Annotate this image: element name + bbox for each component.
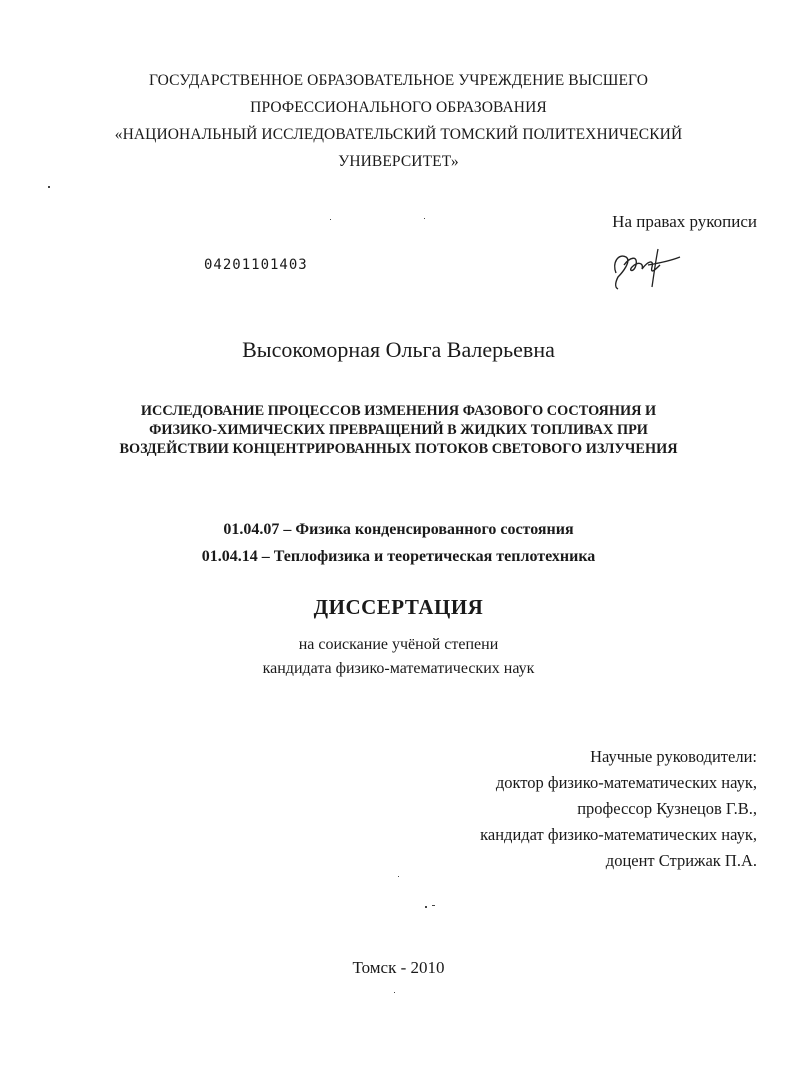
degree-line-1: на соискание учёной степени — [298, 636, 499, 653]
supervisors-heading: Научные руководители: — [590, 747, 757, 766]
dissertation-title — [0, 402, 797, 459]
author-name: Высокоморная Ольга Валерьевна — [242, 337, 555, 362]
specialty-2: 01.04.14 – Теплофизика и теоретическая теплотехника — [201, 548, 596, 565]
title-line-1: ИССЛЕДОВАНИЕ ПРОЦЕССОВ ИЗМЕНЕНИЯ ФАЗОВОГО СОСТОЯНИЯ И — [140, 403, 657, 419]
scan-speck — [424, 218, 425, 219]
scan-speck — [330, 219, 331, 220]
title-line-3: ВОЗДЕЙСТВИИ КОНЦЕНТРИРОВАННЫХ ПОТОКОВ СВЕТОВОГО ИЗЛУЧЕНИЯ — [119, 441, 678, 457]
supervisor-line-3: кандидат физико-математических наук, — [480, 825, 757, 844]
institution-line-2: ПРОФЕССИОНАЛЬНОГО ОБРАЗОВАНИЯ — [250, 99, 547, 116]
supervisor-line-2: профессор Кузнецов Г.В., — [577, 799, 757, 818]
scan-speck — [425, 906, 427, 908]
degree — [0, 633, 797, 681]
place-year: Томск - 2010 — [352, 958, 445, 977]
manuscript-note: На правах рукописи — [612, 212, 757, 231]
specialty-1: 01.04.07 – Физика конденсированного состояния — [223, 521, 574, 538]
registration-code: 04201101403 — [204, 257, 308, 273]
title-line-2: ФИЗИКО-ХИМИЧЕСКИХ ПРЕВРАЩЕНИЙ В ЖИДКИХ ТОПЛИВАХ ПРИ — [149, 422, 648, 438]
supervisor-line-4: доцент Стрижак П.А. — [605, 851, 757, 870]
degree-line-2: кандидата физико-математических наук — [262, 660, 535, 677]
document-type: ДИССЕРТАЦИЯ — [313, 595, 484, 619]
signature-mark — [608, 243, 688, 293]
institution-line-4: УНИВЕРСИТЕТ» — [338, 153, 459, 170]
institution-line-3: «НАЦИОНАЛЬНЫЙ ИССЛЕДОВАТЕЛЬСКИЙ ТОМСКИЙ ПОЛИТЕХНИЧЕСКИЙ — [114, 126, 683, 143]
scan-speck — [394, 992, 395, 993]
supervisors-block — [480, 744, 757, 874]
scan-speck — [432, 905, 435, 906]
specialties — [0, 516, 797, 570]
supervisor-line-1: доктор физико-математических наук, — [495, 773, 757, 792]
institution-line-1: ГОСУДАРСТВЕННОЕ ОБРАЗОВАТЕЛЬНОЕ УЧРЕЖДЕНИЕ ВЫСШЕГО — [148, 72, 649, 89]
scan-speck — [48, 186, 50, 188]
scan-speck — [398, 876, 399, 877]
institution-header — [0, 67, 797, 175]
